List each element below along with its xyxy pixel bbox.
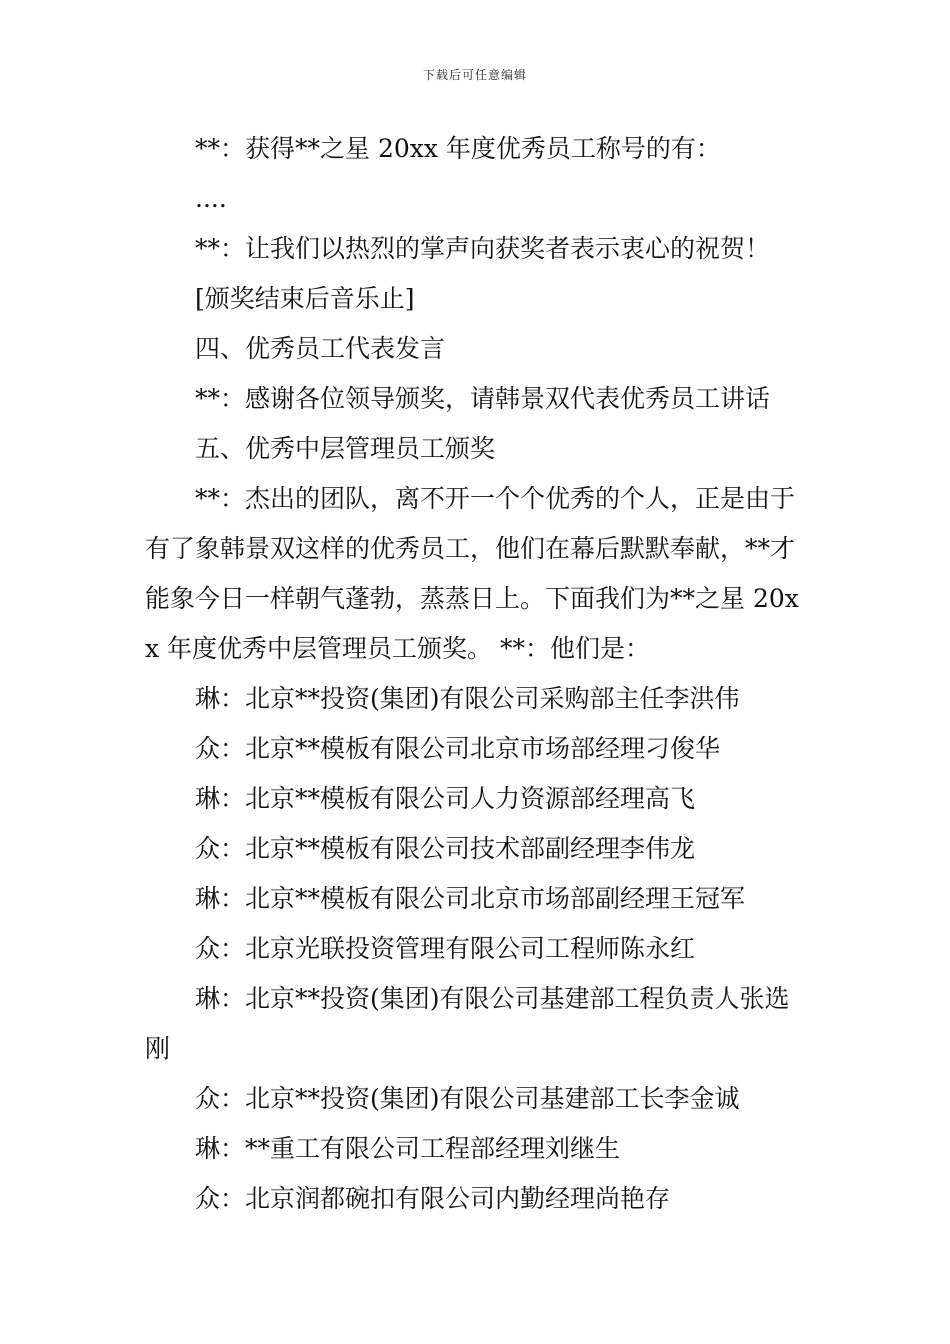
awardee-line: 众：北京润都碗扣有限公司内勤经理尚艳存 — [195, 1184, 671, 1213]
paragraph-team-intro: **：杰出的团队，离不开一个个优秀的个人，正是由于有了象韩景双这样的优秀员工，他们在幕后默默奉献，**才能象今日一样朝气蓬勃，蒸蒸日上。下面我们为**之星 20xx 年度优秀中层管理员工颁奖。 **：他们是： — [145, 484, 799, 663]
section-heading-5: 五、优秀中层管理员工颁奖 — [195, 434, 496, 463]
awardee-line: 琳：**重工有限公司工程部经理刘继生 — [195, 1134, 621, 1163]
paragraph-award-announcement: **：获得**之星 20xx 年度优秀员工称号的有： — [195, 134, 721, 163]
awardee-line: 琳：北京**模板有限公司人力资源部经理高飞 — [195, 784, 696, 813]
document-body — [145, 124, 810, 1224]
awardee-line: 众：北京**投资(集团)有限公司基建部工长李金诚 — [195, 1084, 740, 1113]
awardee-line: 众：北京**模板有限公司技术部副经理李伟龙 — [195, 834, 696, 863]
paragraph-congratulations: **：让我们以热烈的掌声向获奖者表示衷心的祝贺！ — [195, 234, 771, 263]
paragraph-thanks: **：感谢各位领导颁奖，请韩景双代表优秀员工讲话 — [195, 384, 771, 413]
awardee-line: 琳：北京**投资(集团)有限公司采购部主任李洪伟 — [195, 684, 740, 713]
section-heading-4: 四、优秀员工代表发言 — [195, 334, 446, 363]
page-header: 下载后可任意编辑 — [422, 68, 527, 82]
paragraph-ellipsis: .... — [195, 184, 227, 213]
awardee-line: 琳：北京**模板有限公司北京市场部副经理王冠军 — [195, 884, 746, 913]
awardee-line: 众：北京**模板有限公司北京市场部经理刁俊华 — [195, 734, 721, 763]
awardee-line: 众：北京光联投资管理有限公司工程师陈永红 — [195, 934, 696, 963]
paragraph-stage-direction: [颁奖结束后音乐止] — [195, 284, 415, 313]
awardee-line: 琳：北京**投资(集团)有限公司基建部工程负责人张选刚 — [145, 984, 790, 1063]
